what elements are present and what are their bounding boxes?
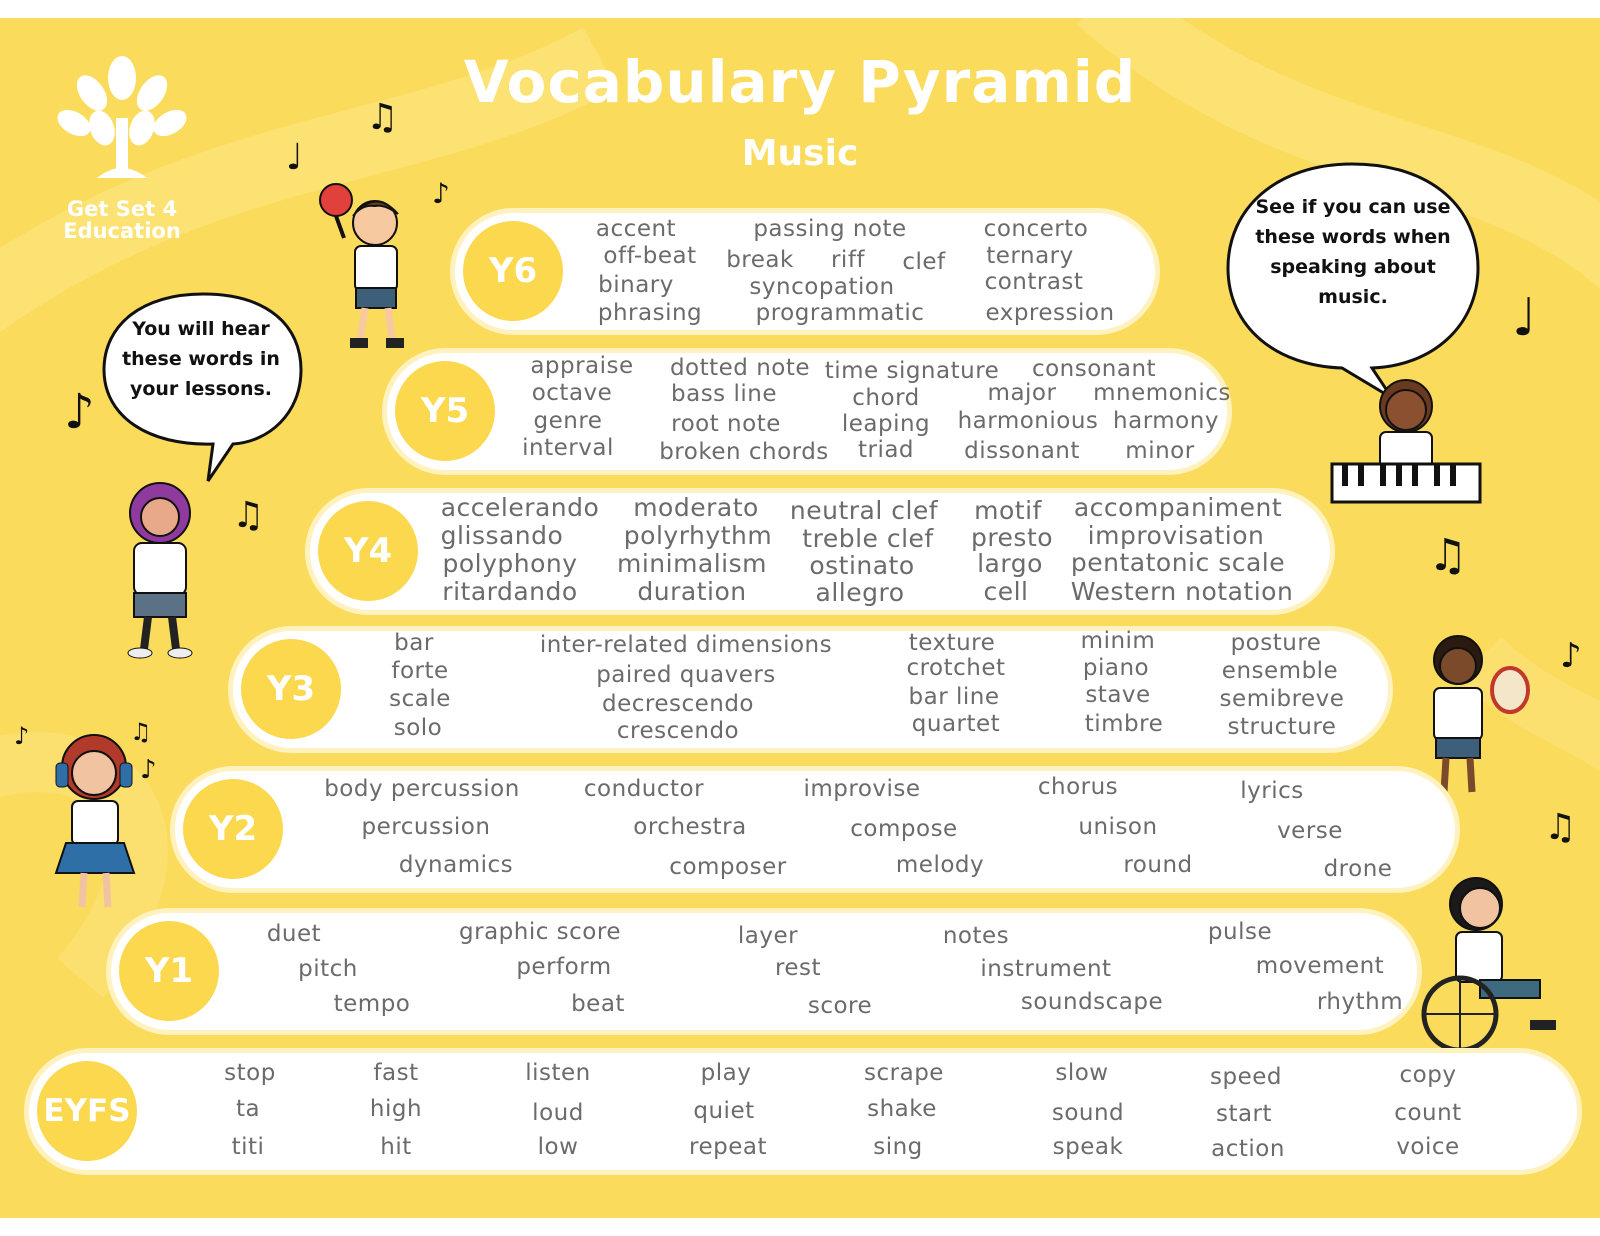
vocab-word: consonant	[1031, 356, 1157, 382]
vocab-word: neutral clef	[789, 496, 939, 525]
vocab-word: notes	[942, 923, 1010, 949]
bubble-right-text: See if you can use these words when speaking about music.	[1255, 196, 1451, 308]
vocab-word: stave	[1085, 682, 1151, 708]
vocab-word: repeat	[689, 1134, 767, 1160]
vocab-word: verse	[1277, 818, 1343, 844]
vocab-word: action	[1211, 1136, 1285, 1162]
vocab-word: shake	[867, 1096, 937, 1122]
vocab-word: interval	[522, 435, 614, 461]
vocab-word: texture	[908, 630, 996, 656]
vocab-word: ternary	[986, 243, 1074, 269]
vocab-word: pentatonic scale	[1070, 548, 1286, 577]
vocab-word: composer	[669, 854, 787, 880]
poster	[0, 18, 1600, 1218]
music-note-icon: ♪	[1560, 636, 1582, 676]
vocab-word: rhythm	[1316, 989, 1404, 1015]
music-note-icon: ♩	[286, 137, 303, 178]
vocab-word: leaping	[841, 411, 931, 437]
vocab-word: score	[807, 993, 873, 1019]
level-badge: Y1	[119, 921, 219, 1021]
vocab-word: soundscape	[1020, 989, 1164, 1015]
vocab-word: improvise	[803, 776, 921, 802]
vocab-word: minor	[1125, 438, 1195, 464]
vocab-word: broken chords	[659, 439, 829, 465]
vocab-word: low	[537, 1134, 579, 1160]
vocab-word: off-beat	[603, 243, 697, 269]
vocab-word: moderato	[633, 493, 759, 522]
vocab-word: semibreve	[1219, 686, 1345, 712]
vocab-word: stop	[224, 1060, 276, 1086]
vocab-word: pulse	[1207, 919, 1273, 945]
vocab-word: orchestra	[633, 814, 747, 840]
vocab-word: polyrhythm	[623, 521, 773, 550]
vocab-word: cell	[983, 577, 1029, 606]
vocab-word: break	[726, 247, 794, 273]
vocab-word: dynamics	[398, 852, 514, 878]
vocab-word: percussion	[361, 814, 491, 840]
vocab-word: contrast	[984, 269, 1084, 295]
page-subtitle: Music	[741, 133, 859, 174]
vocab-word: perform	[516, 954, 612, 980]
speech-bubble-left	[98, 286, 308, 486]
vocab-word: start	[1215, 1101, 1273, 1127]
music-note-icon: ♫	[232, 495, 265, 536]
level-badge: Y5	[395, 361, 495, 461]
vocab-word: slow	[1055, 1060, 1109, 1086]
vocab-word: accent	[595, 216, 677, 242]
page-title: Vocabulary Pyramid	[463, 48, 1137, 116]
vocab-word: quiet	[693, 1098, 755, 1124]
vocab-word: movement	[1255, 953, 1385, 979]
vocab-word: concerto	[983, 216, 1089, 242]
vocab-word: conductor	[583, 776, 705, 802]
vocab-word: beat	[571, 991, 625, 1017]
vocab-word: duet	[266, 921, 322, 947]
vocab-word: sing	[873, 1134, 923, 1160]
vocab-word: forte	[391, 658, 449, 684]
vocab-word: ensemble	[1221, 658, 1339, 684]
vocab-word: triad	[857, 437, 915, 463]
level-badge: Y6	[463, 221, 563, 321]
music-note-icon: ♪	[432, 177, 450, 210]
vocab-word: loud	[532, 1100, 584, 1126]
vocab-word: harmony	[1113, 408, 1219, 434]
music-note-icon: ♫	[1428, 530, 1468, 581]
vocab-word: appraise	[530, 353, 634, 379]
vocab-word: timbre	[1084, 711, 1164, 737]
vocab-word: chorus	[1037, 774, 1119, 800]
vocab-word: ritardando	[442, 577, 578, 606]
vocab-word: mnemonics	[1093, 380, 1231, 406]
vocab-word: tempo	[333, 991, 411, 1017]
vocab-word: posture	[1230, 630, 1322, 656]
vocab-word: binary	[598, 272, 674, 298]
music-note-icon: ♫	[1544, 807, 1577, 848]
vocab-word: hit	[380, 1134, 412, 1160]
vocab-word: bar line	[908, 684, 1000, 710]
vocab-word: genre	[533, 408, 603, 434]
vocab-word: decrescendo	[601, 691, 755, 717]
vocab-word: inter-related dimensions	[539, 632, 833, 658]
vocab-word: paired quavers	[596, 662, 776, 688]
child-in-wheelchair-illustration	[1400, 864, 1570, 1064]
vocab-word: piano	[1082, 655, 1150, 681]
vocab-word: fast	[373, 1060, 419, 1086]
level-badge: Y3	[241, 639, 341, 739]
vocab-word: time signature	[824, 358, 1000, 384]
vocab-word: largo	[977, 549, 1043, 578]
vocab-word: clef	[902, 249, 946, 275]
vocab-word: crotchet	[906, 655, 1006, 681]
vocab-word: presto	[970, 523, 1054, 552]
vocab-word: motif	[974, 496, 1042, 525]
vocab-word: bass line	[671, 381, 777, 407]
vocab-word: melody	[895, 852, 985, 878]
music-note-icon: ♩	[1512, 288, 1537, 348]
vocab-word: minimalism	[616, 549, 768, 578]
vocab-word: chord	[852, 385, 920, 411]
vocab-word: pitch	[298, 956, 358, 982]
vocab-word: accelerando	[440, 493, 600, 522]
vocab-word: duration	[637, 577, 747, 606]
vocab-word: major	[987, 380, 1057, 406]
vocab-word: copy	[1399, 1062, 1457, 1088]
vocab-word: ta	[235, 1096, 261, 1122]
vocab-word: programmatic	[755, 300, 925, 326]
vocab-word: speak	[1052, 1134, 1124, 1160]
vocab-word: syncopation	[749, 274, 895, 300]
vocab-word: treble clef	[802, 524, 934, 553]
vocab-word: improvisation	[1087, 521, 1265, 550]
vocab-word: phrasing	[597, 300, 703, 326]
vocab-word: quartet	[911, 711, 1001, 737]
logo-line-2: Education	[63, 219, 181, 243]
child-with-maracas-illustration	[300, 168, 430, 358]
bubble-left-text: You will hear these words in your lessons.	[122, 318, 280, 400]
vocab-word: unison	[1078, 814, 1158, 840]
vocab-word: instrument	[980, 956, 1112, 982]
vocab-word: round	[1123, 852, 1193, 878]
vocab-word: solo	[393, 715, 443, 741]
vocab-word: root note	[671, 411, 781, 437]
vocab-word: dotted note	[669, 355, 811, 381]
vocab-word: scrape	[864, 1060, 944, 1086]
vocab-word: accompaniment	[1073, 493, 1283, 522]
vocab-word: harmonious	[957, 408, 1099, 434]
vocab-word: Western notation	[1070, 577, 1294, 606]
vocab-word: play	[700, 1060, 752, 1086]
child-with-headphones-illustration	[30, 723, 160, 923]
vocab-word: titi	[231, 1134, 265, 1160]
vocab-word: graphic score	[459, 919, 621, 945]
vocab-word: ostinato	[809, 551, 915, 580]
vocab-word: rest	[774, 955, 822, 981]
vocab-word: drone	[1323, 856, 1393, 882]
vocab-word: high	[369, 1096, 423, 1122]
vocab-word: allegro	[815, 578, 905, 607]
vocab-word: compose	[850, 816, 958, 842]
music-note-icon: ♪	[64, 384, 95, 440]
level-badge: Y4	[318, 501, 418, 601]
vocab-word: structure	[1227, 714, 1337, 740]
vocab-word: layer	[737, 923, 799, 949]
music-note-icon: ♫	[366, 97, 399, 138]
vocab-word: scale	[389, 686, 451, 712]
vocab-word: sound	[1051, 1100, 1125, 1126]
vocab-word: octave	[531, 380, 613, 406]
vocab-word: lyrics	[1240, 778, 1304, 804]
vocab-word: speed	[1210, 1064, 1282, 1090]
vocab-word: crescendo	[616, 718, 740, 744]
vocab-word: passing note	[753, 216, 907, 242]
vocab-word: polyphony	[442, 549, 578, 578]
music-note-icon: ♪	[14, 722, 30, 750]
vocab-word: minim	[1080, 628, 1156, 654]
vocab-word: dissonant	[964, 438, 1080, 464]
music-note-icon: ♫	[130, 718, 152, 746]
vocab-word: bar	[394, 630, 434, 656]
vocab-word: glissando	[440, 521, 564, 550]
vocab-word: expression	[985, 300, 1115, 326]
level-badge: Y2	[183, 779, 283, 879]
vocab-word: body percussion	[324, 776, 520, 802]
level-badge: EYFS	[37, 1061, 137, 1161]
music-note-icon: ♪	[140, 755, 157, 785]
logo-text	[52, 198, 192, 242]
logo-line-1: Get Set 4	[66, 197, 178, 221]
vocab-word: voice	[1396, 1134, 1460, 1160]
child-playing-keyboard-illustration	[1326, 368, 1486, 518]
vocab-word: listen	[525, 1060, 591, 1086]
child-in-hijab-illustration	[100, 473, 220, 663]
vocab-word: count	[1394, 1100, 1462, 1126]
vocab-word: riff	[830, 247, 866, 273]
